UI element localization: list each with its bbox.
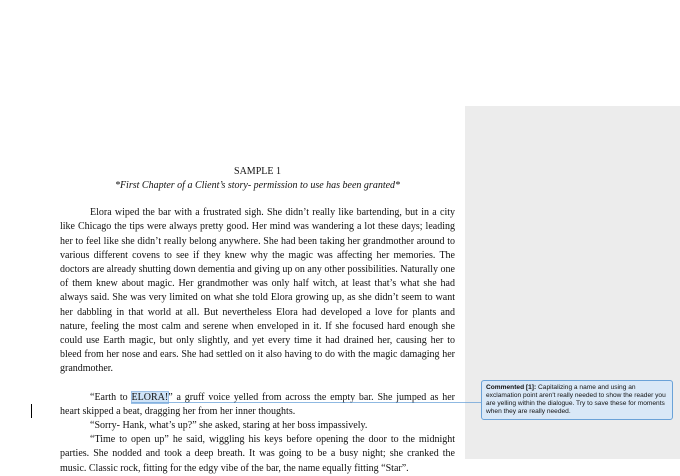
document-body[interactable] <box>60 166 455 476</box>
commented-text-highlight[interactable]: ELORA! <box>131 391 169 403</box>
comment-label: Commented [1]: <box>486 384 537 391</box>
paragraph: “Time to open up” he said, wiggling his keys before opening the door to the midnight parties. She nodded and took a deep breath. It was going to be a busy night; she cranked the music. Classic rock, fitting for the edgy vibe of the bar, the name equally fitting “Star”. <box>60 434 455 474</box>
text-cursor <box>31 404 32 418</box>
document-subtitle: *First Chapter of a Client’s story- permission to use has been granted* <box>114 180 401 191</box>
comment-balloon[interactable] <box>481 380 673 420</box>
paragraph <box>60 391 455 419</box>
text-run: ” a gruff voice yelled from across the empty bar. She jumped as her heart skipped a beat, dragging her from her inner thoughts. <box>60 391 456 417</box>
comment-text: Capitalizing a name and using an exclamation point aren't really needed to show the reader you are yelling within the dialogue. Try to save these for moments when they are really needed. <box>486 384 666 415</box>
document-title: SAMPLE 1 <box>234 166 281 177</box>
paragraph: Elora wiped the bar with a frustrated sigh. She didn’t really like bartending, but in a city like Chicago the tips were always pretty good. Her mind was wandering a lot these days; leading her to feel like she didn’t really belong anywhere. She had been taking her grandmother around to various different covens to see if they knew why the magic was affecting her memories. The doctors are already shutting down dementia and giving up on any other possibilities. Naturally one of them knew about magic. Her grandmother was only half witch, at least that’s what she had always said. She was very limited on what she told Elora growing up, as she didn’t seem to want her dabbling in that world at all. But nevertheless Elora had developed a love for plants and nature, feeling the most calm and serene when enveloped in it. If she focused hard enough she could use Earth magic, but only slightly, and yet every time it had drained her, causing her to bleed from her nose and ears. She had settled on it also having to do with the magic damaging her grandmother. <box>60 207 455 375</box>
paragraph: “Sorry- Hank, what’s up?” she asked, staring at her boss impassively. <box>90 420 368 432</box>
text-run: “Earth to <box>90 391 132 403</box>
